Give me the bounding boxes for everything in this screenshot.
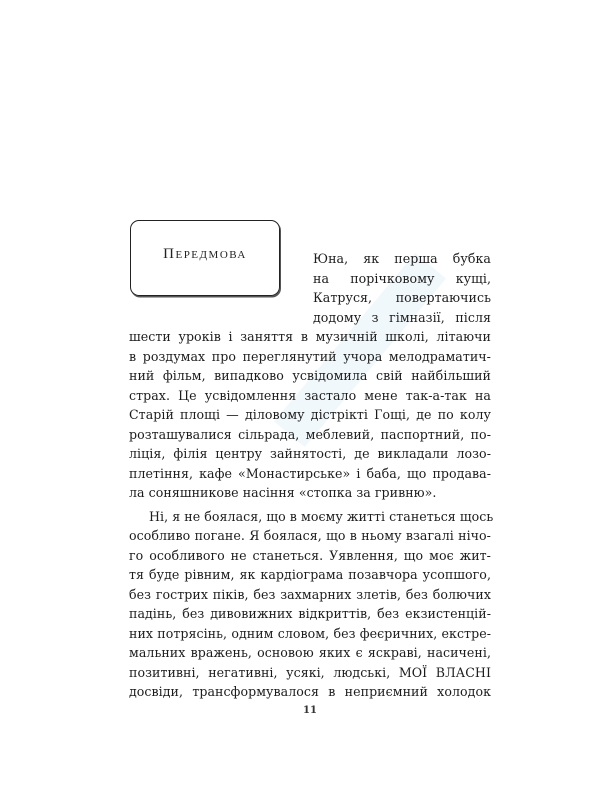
text-line: страх. Це усвідомлення застало мене так-а-так на xyxy=(129,387,491,403)
paragraph-1 xyxy=(129,327,491,503)
text-line: Ні, я не боялася, що в моєму житті станеться щось xyxy=(149,508,494,524)
body-text xyxy=(129,327,494,702)
text-line: го особливого не станеться. Уявлення, що моє жит- xyxy=(129,547,491,563)
text-line: в роздумах про переглянутий учора мелодраматич- xyxy=(129,348,491,364)
text-line: мальних вражень, основою яких є яскраві, насичені, xyxy=(129,645,491,660)
text-line: падінь, без дивовижних відкриттів, без екзистенцій- xyxy=(129,606,491,621)
chapter-heading-box xyxy=(130,220,280,296)
text-line: Катруся, повертаючись xyxy=(313,290,491,305)
text-line: додому з гімназії, після xyxy=(313,309,491,325)
text-line: ла соняшникове насіння «стопка за гривню». xyxy=(129,485,437,500)
text-line: ліція, філія центру зайнятості, де викладали лозо- xyxy=(129,446,491,461)
text-line: ний фільм, випадково усвідомила свій найбільший xyxy=(129,368,491,383)
text-line: розташувалися сільрада, меблевий, паспортний, по- xyxy=(129,426,491,442)
book-page xyxy=(129,0,494,785)
text-line: на порічковому кущі, xyxy=(313,270,491,286)
text-line: тя буде рівним, як кардіограма позавчора усопшого, xyxy=(129,567,491,582)
text-line: шести уроків і заняття в музичній школі, літаючи xyxy=(129,329,491,344)
chapter-heading: Передмова xyxy=(163,245,247,262)
text-line: позитивні, негативні, усякі, людські, МОЇ ВЛАСНІ xyxy=(129,664,491,680)
text-line: Юна, як перша бубка xyxy=(313,251,491,266)
text-line: Старій площі — діловому дістрікті Гощі, де по колу xyxy=(129,407,491,422)
text-line: плетіння, кафе «Монастирське» і баба, що продава- xyxy=(129,465,491,481)
text-line: особливо погане. Я боялася, що в ньому взагалі нічо- xyxy=(129,528,491,543)
text-line: досвіди, трансформувалося в неприємний холодок xyxy=(129,684,491,699)
opening-lines xyxy=(313,249,491,327)
text-line: них потрясінь, одним словом, без феєричних, екстре- xyxy=(129,625,491,641)
page-number: 11 xyxy=(303,705,317,716)
paragraph-2 xyxy=(129,507,494,702)
text-line: без гострих піків, без захмарних злетів, без болючих xyxy=(129,586,491,602)
